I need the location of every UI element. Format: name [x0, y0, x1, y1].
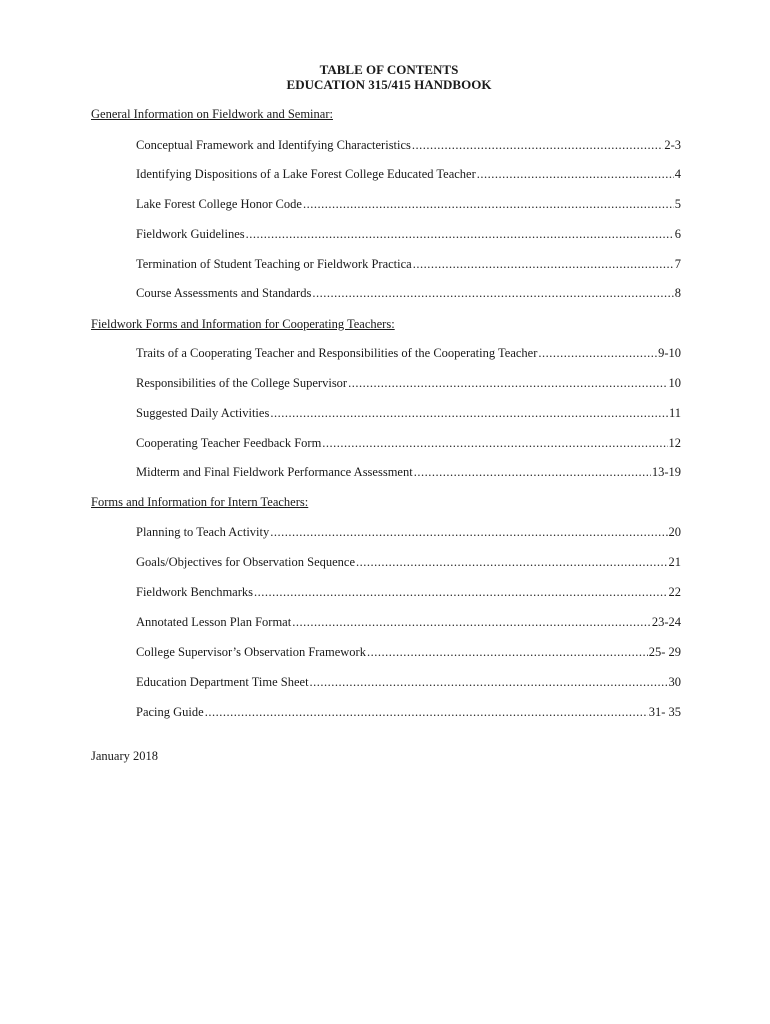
toc-entry-label: Course Assessments and Standards	[136, 286, 312, 300]
toc-page-number: 10	[668, 376, 681, 390]
toc-page-number: 6	[674, 227, 681, 241]
toc-entry	[136, 705, 681, 720]
toc-entry	[136, 376, 681, 391]
toc-page-number: 7	[674, 257, 681, 271]
toc-page-number: 23-24	[651, 615, 681, 629]
dot-leader	[310, 675, 668, 690]
toc-page-number: 9-10	[658, 346, 681, 360]
toc-entry-label: Goals/Objectives for Observation Sequence	[136, 555, 356, 569]
toc-entry-label: Traits of a Cooperating Teacher and Responsibilities of the Cooperating Teacher	[136, 346, 538, 360]
toc-entry	[136, 555, 681, 570]
toc-entry-label: Midterm and Final Fieldwork Performance Assessment	[136, 465, 413, 479]
section-heading-cooperating-teachers: Fieldwork Forms and Information for Cooperating Teachers:	[91, 317, 395, 331]
toc-page-number: 31- 35	[648, 705, 681, 719]
toc-entry	[136, 465, 681, 480]
toc-entry	[136, 406, 681, 421]
toc-page-number: 13-19	[651, 465, 681, 479]
dot-leader	[205, 705, 648, 720]
toc-page-number: 30	[668, 675, 681, 689]
toc-entry	[136, 675, 681, 690]
toc-entry-label: College Supervisor’s Observation Framework	[136, 645, 366, 659]
dot-leader	[322, 436, 667, 451]
dot-leader	[246, 227, 674, 242]
toc-page-number: 25- 29	[648, 645, 681, 659]
document-title: TABLE OF CONTENTS	[319, 62, 459, 77]
dot-leader	[303, 197, 674, 212]
toc-page-number: 11	[668, 406, 681, 420]
toc-entry-label: Responsibilities of the College Supervisor	[136, 376, 348, 390]
toc-entry	[136, 615, 681, 630]
toc-entry	[136, 167, 681, 182]
toc-entry-label: Suggested Daily Activities	[136, 406, 270, 420]
toc-entry	[136, 197, 681, 212]
toc-entry-label: Identifying Dispositions of a Lake Forest College Educated Teacher	[136, 167, 476, 181]
title-block	[0, 62, 770, 92]
toc-entry-label: Pacing Guide	[136, 705, 204, 719]
dot-leader	[270, 525, 667, 540]
toc-entry	[136, 257, 681, 272]
toc-page-number: 12	[668, 436, 681, 450]
dot-leader	[414, 465, 651, 480]
toc-page-number: 20	[668, 525, 681, 539]
toc-entry-label: Lake Forest College Honor Code	[136, 197, 302, 211]
document-subtitle: EDUCATION 315/415 HANDBOOK	[286, 77, 492, 92]
toc-entry	[136, 346, 681, 361]
toc-entry-label: Cooperating Teacher Feedback Form	[136, 436, 322, 450]
section-heading-intern-teachers: Forms and Information for Intern Teachers:	[91, 495, 309, 509]
toc-entry-label: Fieldwork Benchmarks	[136, 585, 253, 599]
toc-entry	[136, 286, 681, 301]
toc-page-number: 5	[674, 197, 681, 211]
toc-entry	[136, 138, 681, 153]
toc-entry	[136, 436, 681, 451]
dot-leader	[477, 167, 674, 182]
dot-leader	[312, 286, 673, 301]
dot-leader	[413, 257, 674, 272]
toc-entry-label: Annotated Lesson Plan Format	[136, 615, 292, 629]
section-heading-general: General Information on Fieldwork and Seminar:	[91, 107, 333, 121]
dot-leader	[367, 645, 648, 660]
toc-entry-label: Planning to Teach Activity	[136, 525, 270, 539]
toc-entry-label: Education Department Time Sheet	[136, 675, 309, 689]
dot-leader	[356, 555, 667, 570]
toc-entry-label: Termination of Student Teaching or Fieldwork Practica	[136, 257, 412, 271]
toc-page-number: 4	[674, 167, 681, 181]
toc-page-number: 2-3	[664, 138, 681, 152]
dot-leader	[254, 585, 668, 600]
dot-leader	[270, 406, 668, 421]
toc-page-number: 22	[668, 585, 681, 599]
toc-entry-label: Conceptual Framework and Identifying Characteristics	[136, 138, 411, 152]
toc-entry	[136, 525, 681, 540]
toc-entry	[136, 585, 681, 600]
toc-page-number: 21	[668, 555, 681, 569]
dot-leader	[412, 138, 663, 153]
toc-page-number: 8	[674, 286, 681, 300]
document-date: January 2018	[91, 749, 158, 763]
dot-leader	[538, 346, 657, 361]
dot-leader	[348, 376, 667, 391]
dot-leader	[292, 615, 651, 630]
toc-entry-label: Fieldwork Guidelines	[136, 227, 245, 241]
toc-entry	[136, 227, 681, 242]
toc-entry	[136, 645, 681, 660]
